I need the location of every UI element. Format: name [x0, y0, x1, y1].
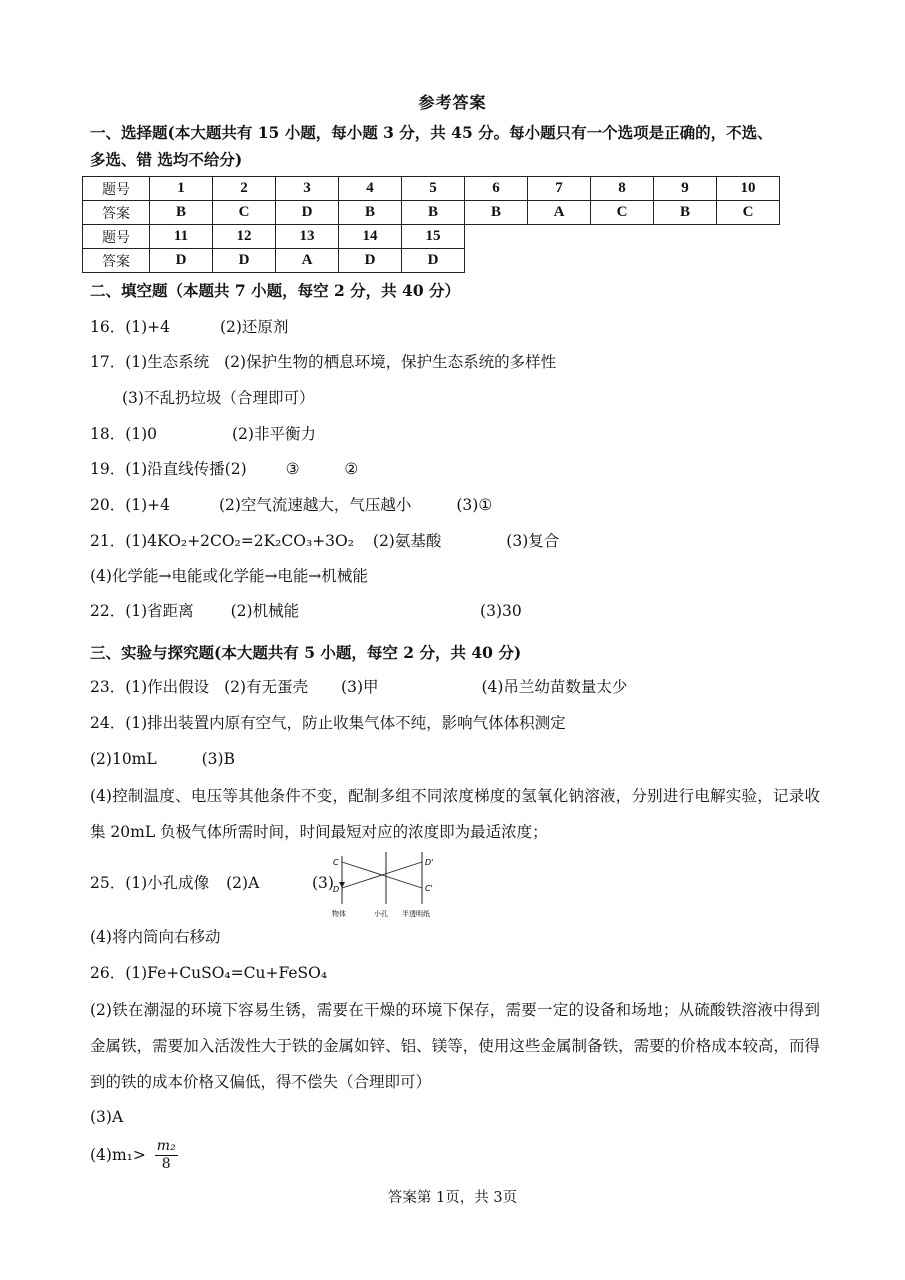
answer-18-part1: 18．(1)0: [90, 425, 158, 443]
table-cell: B: [465, 201, 528, 225]
table-cell: C: [213, 201, 276, 225]
answer-16-part1: 16．(1)+4: [90, 318, 171, 336]
fraction-denominator: 8: [161, 1155, 171, 1172]
table-cell: A: [528, 201, 591, 225]
answer-25-part4: (4)将内筒向右移动: [90, 928, 221, 946]
blank-cell: [465, 225, 780, 249]
table-cell: 13: [276, 225, 339, 249]
answer-24-part3: (3)B: [201, 750, 235, 768]
answer-label: 答案: [83, 249, 150, 273]
answer-25-part3: (3): [312, 874, 334, 892]
answer-19-part2: ③: [285, 460, 300, 478]
table-cell: 4: [339, 177, 402, 201]
fraction: [155, 1138, 178, 1173]
fraction-numerator: m₂: [156, 1138, 176, 1154]
table-cell: B: [339, 201, 402, 225]
answer-25-part2: (2)A: [226, 874, 260, 892]
answer-23-part2: (2)有无蛋壳: [224, 678, 309, 696]
label-d: D: [333, 885, 340, 894]
table-row: [83, 201, 780, 225]
answer-22: [90, 602, 522, 621]
table-cell: 8: [591, 177, 654, 201]
answer-table: [82, 176, 780, 273]
answer-18: [90, 425, 316, 444]
answer-26-part4: [90, 1138, 178, 1173]
table-row: [83, 177, 780, 201]
table-cell: 10: [717, 177, 780, 201]
table-cell: 1: [150, 177, 213, 201]
answer-17-part1: 17．(1)生态系统: [90, 353, 210, 371]
table-cell: 11: [150, 225, 213, 249]
answer-22-part1: 22．(1)省距离: [90, 602, 194, 620]
answer-21-part3: (3)复合: [506, 532, 560, 550]
caption-object: 物体: [332, 910, 346, 918]
caption-hole: 小孔: [374, 910, 388, 918]
page-footer: 答案第 1页，共 3页: [387, 1190, 518, 1206]
table-cell: 7: [528, 177, 591, 201]
table-cell: 14: [339, 225, 402, 249]
table-cell: A: [276, 249, 339, 273]
answer-19-part3: ②: [344, 460, 359, 478]
table-cell: C: [591, 201, 654, 225]
answer-20-part2: (2)空气流速越大，气压越小: [218, 496, 412, 514]
table-cell: C: [717, 201, 780, 225]
table-row: [83, 225, 780, 249]
table-cell: D: [213, 249, 276, 273]
answer-23-part1: 23．(1)作出假设: [90, 678, 210, 696]
answer-24-part2: (2)10mL: [90, 750, 157, 768]
question-label: 题号: [83, 177, 150, 201]
section1-heading-cont: 多选、错 选均不给分): [90, 150, 243, 169]
table-cell: 6: [465, 177, 528, 201]
table-row: [83, 249, 780, 273]
answer-21-part1: 21．(1)4KO₂+2CO₂=2K₂CO₃+3O₂: [90, 532, 354, 550]
answer-20: [90, 496, 492, 515]
label-c-prime: C': [425, 884, 433, 893]
page-title: 参考答案: [418, 93, 487, 112]
question-label: 题号: [83, 225, 150, 249]
answer-16-part2: (2)还原剂: [219, 318, 289, 336]
answer-23-part4: (4)吊兰幼苗数量太少: [481, 678, 628, 696]
answer-17-part3: (3)不乱扔垃圾（合理即可）: [122, 389, 315, 407]
blank-cell: [465, 249, 780, 273]
table-cell: B: [402, 201, 465, 225]
table-cell: 9: [654, 177, 717, 201]
answer-17-part2: (2)保护生物的栖息环境，保护生态系统的多样性: [224, 353, 557, 371]
answer-21-part4: (4)化学能→电能或化学能→电能→机械能: [90, 567, 368, 585]
section2-heading: 二、填空题（本题共 7 小题，每空 2 分，共 40 分）: [90, 281, 461, 300]
answer-19-part1: 19．(1)沿直线传播(2): [90, 460, 247, 478]
table-cell: 12: [213, 225, 276, 249]
answer-25-part1: 25．(1)小孔成像: [90, 874, 210, 892]
answer-26-part2: (2)铁在潮湿的环境下容易生锈，需要在干燥的环境下保存，需要一定的设备和场地；从硫酸铁溶液中得到金属铁，需要加入活泼性大于铁的金属如锌、铝、镁等，使用这些金属制备铁，需要的价格成本较高，而得到的铁的成本价格又偏低，得不偿失（合理即可）: [90, 1001, 820, 1091]
answer-26-part3: (3)A: [90, 1108, 124, 1126]
caption-screen: 半透明纸: [402, 910, 430, 918]
answer-24-row2: [90, 750, 235, 769]
table-cell: 5: [402, 177, 465, 201]
pinhole-diagram: [330, 852, 450, 922]
answer-26-part1: 26．(1)Fe+CuSO₄=Cu+FeSO₄: [90, 964, 328, 982]
answer-22-part2: (2)机械能: [230, 602, 300, 620]
table-cell: 15: [402, 225, 465, 249]
answer-24-part4: (4)控制温度、电压等其他条件不变，配制多组不同浓度梯度的氢氧化钠溶液，分别进行电解实验，记录收集 20mL 负极气体所需时间，时间最短对应的浓度即为最适浓度；: [90, 787, 820, 841]
answer-18-part2: (2)非平衡力: [231, 425, 316, 443]
label-c: C: [333, 858, 339, 867]
table-cell: B: [150, 201, 213, 225]
table-cell: B: [654, 201, 717, 225]
answer-23-part3: (3)甲: [341, 678, 379, 696]
answer-21-part2: (2)氨基酸: [372, 532, 442, 550]
answer-16: [90, 318, 288, 337]
table-cell: D: [276, 201, 339, 225]
answer-20-part3: (3)①: [456, 496, 493, 514]
table-cell: 3: [276, 177, 339, 201]
answer-22-part3: (3)30: [480, 602, 522, 620]
label-d-prime: D': [425, 858, 434, 867]
section1-heading: 一、选择题(本大题共有 15 小题，每小题 3 分，共 45 分。每小题只有一个选项是正确的，不选、: [90, 123, 773, 142]
answer-20-part1: 20．(1)+4: [90, 496, 171, 514]
table-cell: 2: [213, 177, 276, 201]
table-cell: D: [150, 249, 213, 273]
answer-25: [90, 874, 259, 893]
answer-26-inequality: (4)m₁>: [90, 1146, 146, 1164]
table-cell: D: [402, 249, 465, 273]
answer-24-part1: 24．(1)排出装置内原有空气，防止收集气体不纯，影响气体体积测定: [90, 714, 566, 732]
answer-23: [90, 678, 627, 697]
table-cell: D: [339, 249, 402, 273]
answer-17: [90, 353, 556, 372]
answer-19: [90, 460, 358, 479]
answer-21: [90, 532, 559, 551]
section3-heading: 三、实验与探究题(本大题共有 5 小题，每空 2 分，共 40 分): [90, 643, 522, 662]
answer-label: 答案: [83, 201, 150, 225]
